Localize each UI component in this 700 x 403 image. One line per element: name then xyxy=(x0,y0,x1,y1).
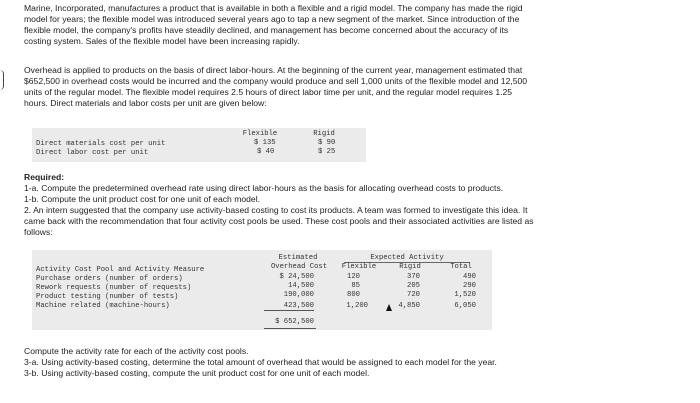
overhead-line: $652,500 in overhead costs would be incurred and the company would produce and sell 1,000 units of the flexible model and 12,500 xyxy=(24,76,528,86)
labor-rigid: $ 25 xyxy=(318,148,336,156)
pool-product-testing: Product testing (number of tests) xyxy=(36,293,179,301)
required-line: 1-b. Compute the unit product cost for one unit of each model. xyxy=(24,194,260,204)
pool-rework-requests: Rework requests (number of requests) xyxy=(36,284,192,292)
cost-rework-requests: 14,500 xyxy=(288,282,314,290)
overhead-line: units of the regular model. The flexible model requires 2.5 hours of direct labor time per unit, and the regular model requires 1.25 xyxy=(24,87,513,97)
flexible-rework-requests: 85 xyxy=(351,282,360,290)
header-pool: Activity Cost Pool and Activity Measure xyxy=(36,266,205,274)
pool-machine-related: Machine related (machine-hours) xyxy=(36,302,170,310)
rigid-product-testing: 720 xyxy=(407,291,420,299)
required-line: 2. An intern suggested that the company use activity-based costing to cost its products. A team was formed to investigate this idea. It xyxy=(24,205,528,215)
total-double-rule xyxy=(264,328,316,329)
flexible-product-testing: 800 xyxy=(347,291,360,299)
left-margin-bracket xyxy=(0,70,4,90)
required-section xyxy=(24,172,660,238)
intro-line: Marine, Incorporated, manufactures a product that is available in both a flexible and a rigid model. The company has made the rigid xyxy=(24,3,523,13)
flexible-machine-related: 1,200 xyxy=(346,302,368,310)
intro-line: costing system. Sales of the flexible model have been increasing rapidly. xyxy=(24,36,300,46)
required-title: Required: xyxy=(24,172,65,182)
overhead-line: hours. Direct materials and labor costs per unit are given below: xyxy=(24,98,267,108)
overhead-line: Overhead is applied to products on the basis of direct labor-hours. At the beginning of the current year, management estimated that xyxy=(24,65,523,75)
row-label-materials: Direct materials cost per unit xyxy=(36,140,166,148)
required-line: came back with the recommendation that four activity cost pools be used. These cost pools and their associated activities are listed as xyxy=(24,216,534,226)
header-rigid-activity: Rigid xyxy=(399,263,421,271)
pool-purchase-orders: Purchase orders (number of orders) xyxy=(36,275,183,283)
rigid-purchase-orders: 370 xyxy=(407,273,420,281)
total-machine-related: 6,050 xyxy=(454,302,476,310)
header-flexible: Flexible xyxy=(242,130,278,138)
intro-paragraph xyxy=(24,3,660,47)
header-total: Total xyxy=(450,263,472,271)
question-line: 3-a. Using activity-based costing, determine the total amount of overhead that would be assigned to each model for the year. xyxy=(24,357,497,367)
required-line: 1-a. Compute the predetermined overhead rate using direct labor-hours as the basis for allocating overhead costs to products. xyxy=(24,183,504,193)
header-flexible-activity: Flexible xyxy=(341,263,377,271)
bottom-questions xyxy=(24,346,660,379)
question-line: 3-b. Using activity-based costing, compute the unit product cost for one unit of each model. xyxy=(24,368,370,378)
mouse-cursor-icon xyxy=(386,304,392,311)
rigid-rework-requests: 205 xyxy=(407,282,420,290)
header-rigid: Rigid xyxy=(313,130,335,138)
intro-line: flexible model, the company's profits have steadily declined, and management has become concerned about the accuracy of its xyxy=(24,25,509,35)
header-expected-activity: Expected Activity xyxy=(370,254,444,262)
intro-line: model for years; the flexible model was introduced several years ago to tap a new segment of the market. Since introduction of the xyxy=(24,14,520,24)
cost-machine-related: 423,500 xyxy=(264,302,314,311)
cost-product-testing: 190,000 xyxy=(283,291,314,299)
cost-purchase-orders: $ 24,500 xyxy=(279,273,314,281)
cost-total: $ 652,500 xyxy=(275,318,314,326)
total-product-testing: 1,520 xyxy=(454,291,476,299)
overhead-paragraph xyxy=(24,65,660,109)
header-estimated: Estimated xyxy=(278,254,318,262)
labor-flexible: $ 40 xyxy=(257,148,275,156)
rigid-machine-related: 4,850 xyxy=(398,302,420,310)
header-overhead-cost: Overhead Cost xyxy=(270,263,328,271)
materials-flexible: $ 135 xyxy=(254,139,276,147)
row-label-labor: Direct labor cost per unit xyxy=(36,149,149,157)
materials-rigid: $ 90 xyxy=(318,139,336,147)
question-line: Compute the activity rate for each of the activity cost pools. xyxy=(24,346,249,356)
total-rework-requests: 290 xyxy=(463,282,476,290)
total-purchase-orders: 490 xyxy=(463,273,476,281)
required-line: follows: xyxy=(24,227,53,237)
flexible-purchase-orders: 120 xyxy=(347,273,360,281)
